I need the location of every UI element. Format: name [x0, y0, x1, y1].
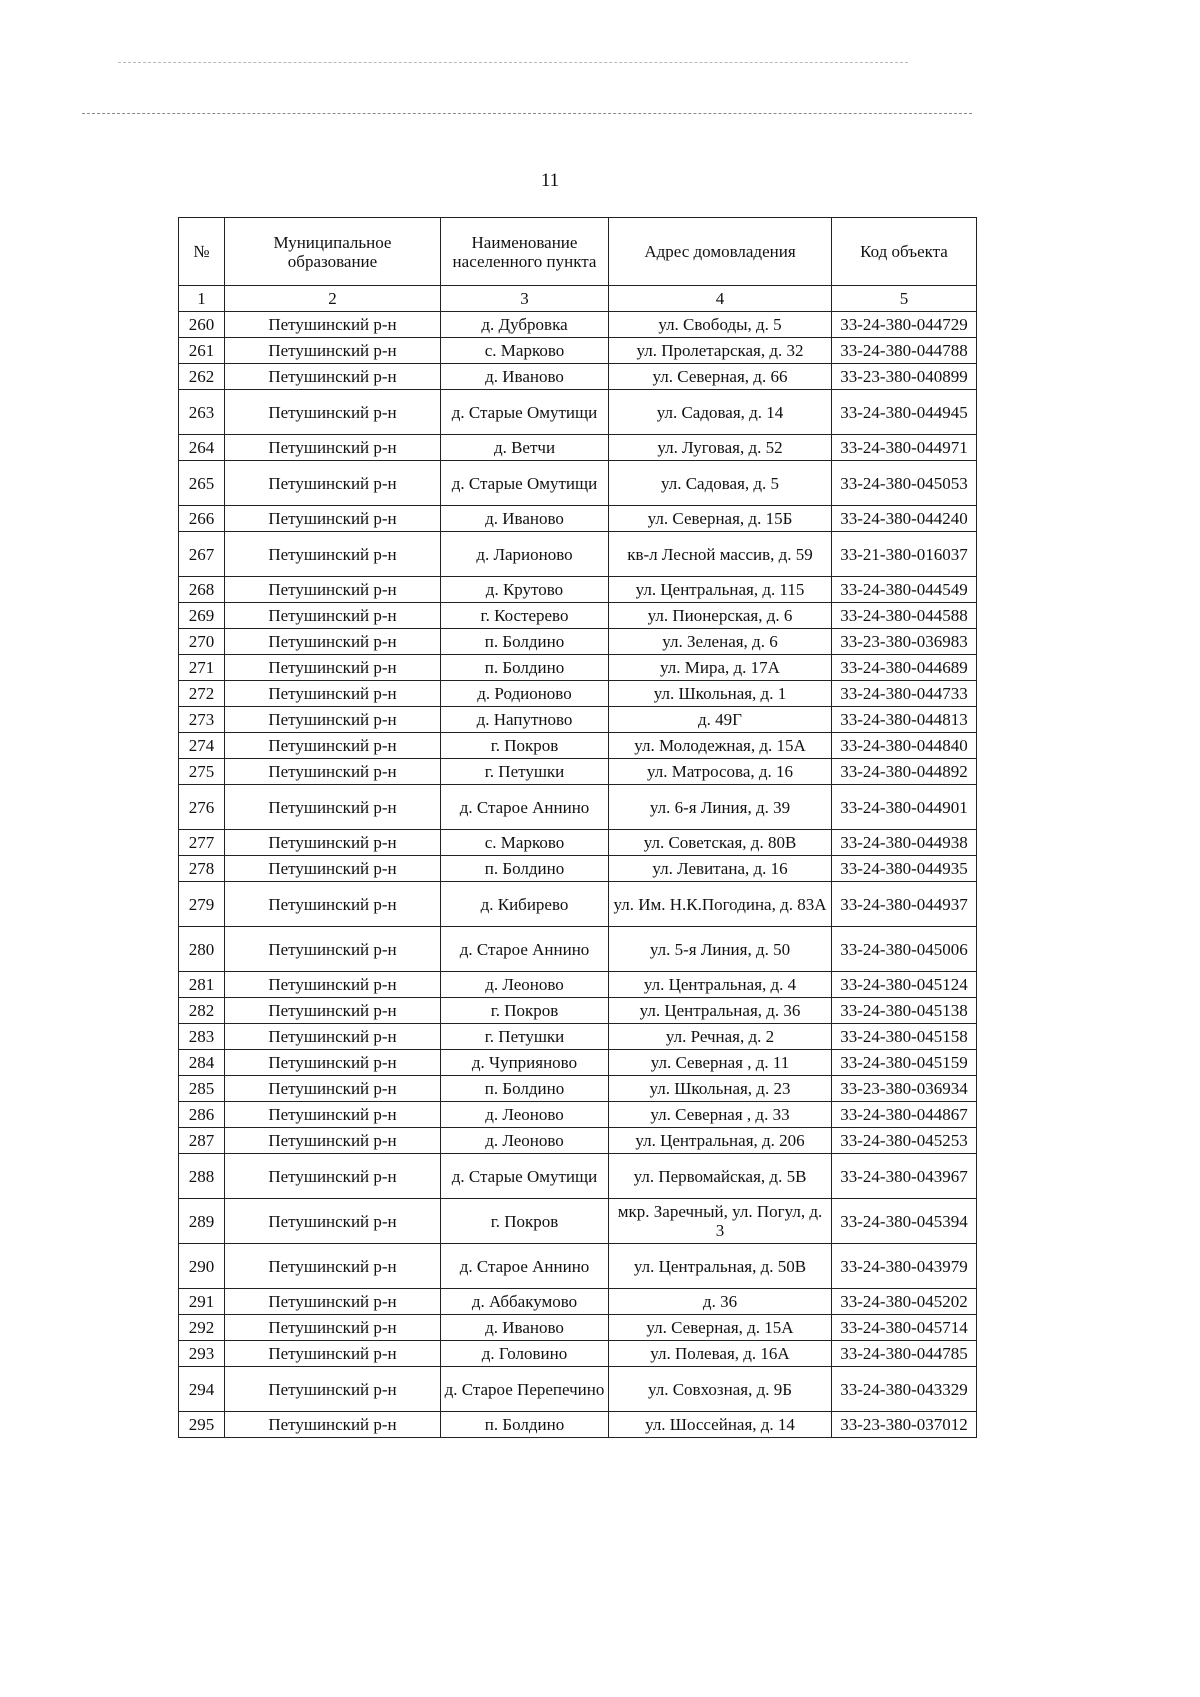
object-code-cell: 33-24-380-045053 — [832, 461, 977, 506]
object-code-cell: 33-23-380-036983 — [832, 629, 977, 655]
row-number-cell: 273 — [179, 707, 225, 733]
address-cell: кв-л Лесной массив, д. 59 — [609, 532, 832, 577]
municipality-cell: Петушинский р-н — [225, 733, 441, 759]
address-cell: ул. Северная , д. 33 — [609, 1102, 832, 1128]
object-code-cell: 33-24-380-043979 — [832, 1244, 977, 1289]
row-number-cell: 289 — [179, 1199, 225, 1244]
settlement-cell: д. Иваново — [441, 506, 609, 532]
row-number-cell: 281 — [179, 972, 225, 998]
settlement-cell: д. Старое Аннино — [441, 927, 609, 972]
table-row — [179, 603, 977, 629]
address-cell: ул. Шоссейная, д. 14 — [609, 1412, 832, 1438]
address-cell: ул. Центральная, д. 115 — [609, 577, 832, 603]
object-code-cell: 33-23-380-037012 — [832, 1412, 977, 1438]
address-cell: ул. Школьная, д. 23 — [609, 1076, 832, 1102]
row-number-cell: 285 — [179, 1076, 225, 1102]
municipality-cell: Петушинский р-н — [225, 312, 441, 338]
table-row — [179, 830, 977, 856]
scan-artifact-line — [118, 62, 908, 63]
address-cell: ул. Зеленая, д. 6 — [609, 629, 832, 655]
settlement-cell: д. Ветчи — [441, 435, 609, 461]
table-row — [179, 707, 977, 733]
municipality-cell: Петушинский р-н — [225, 1341, 441, 1367]
table-row — [179, 681, 977, 707]
municipality-cell: Петушинский р-н — [225, 390, 441, 435]
table-row — [179, 1412, 977, 1438]
municipality-cell: Петушинский р-н — [225, 1024, 441, 1050]
object-code-cell: 33-23-380-036934 — [832, 1076, 977, 1102]
column-number: 4 — [609, 286, 832, 312]
row-number-cell: 282 — [179, 998, 225, 1024]
table-row — [179, 733, 977, 759]
settlement-cell: д. Старое Аннино — [441, 1244, 609, 1289]
settlement-cell: д. Леоново — [441, 1128, 609, 1154]
address-cell: ул. Северная, д. 15Б — [609, 506, 832, 532]
column-number: 3 — [441, 286, 609, 312]
municipality-cell: Петушинский р-н — [225, 707, 441, 733]
address-cell: ул. Молодежная, д. 15А — [609, 733, 832, 759]
table-row — [179, 338, 977, 364]
municipality-cell: Петушинский р-н — [225, 882, 441, 927]
table-row — [179, 1367, 977, 1412]
object-code-cell: 33-24-380-044901 — [832, 785, 977, 830]
settlement-cell: д. Напутново — [441, 707, 609, 733]
address-cell: д. 49Г — [609, 707, 832, 733]
table-row — [179, 577, 977, 603]
object-code-cell: 33-24-380-045138 — [832, 998, 977, 1024]
object-code-cell: 33-24-380-044938 — [832, 830, 977, 856]
object-code-cell: 33-24-380-045159 — [832, 1050, 977, 1076]
row-number-cell: 265 — [179, 461, 225, 506]
table-row — [179, 1076, 977, 1102]
row-number-cell: 275 — [179, 759, 225, 785]
address-cell: ул. Свободы, д. 5 — [609, 312, 832, 338]
table-row — [179, 1315, 977, 1341]
table-row — [179, 506, 977, 532]
municipality-cell: Петушинский р-н — [225, 1102, 441, 1128]
row-number-cell: 278 — [179, 856, 225, 882]
table-row — [179, 312, 977, 338]
municipality-cell: Петушинский р-н — [225, 364, 441, 390]
object-code-cell: 33-24-380-044785 — [832, 1341, 977, 1367]
settlement-cell: с. Марково — [441, 830, 609, 856]
object-code-cell: 33-24-380-044867 — [832, 1102, 977, 1128]
settlement-cell: п. Болдино — [441, 629, 609, 655]
table-row — [179, 1199, 977, 1244]
object-code-cell: 33-24-380-044937 — [832, 882, 977, 927]
table-row — [179, 364, 977, 390]
address-cell: ул. Им. Н.К.Погодина, д. 83А — [609, 882, 832, 927]
table-row — [179, 927, 977, 972]
object-code-cell: 33-24-380-044729 — [832, 312, 977, 338]
address-cell: ул. Луговая, д. 52 — [609, 435, 832, 461]
municipality-cell: Петушинский р-н — [225, 1050, 441, 1076]
row-number-cell: 274 — [179, 733, 225, 759]
object-code-cell: 33-24-380-045124 — [832, 972, 977, 998]
municipality-cell: Петушинский р-н — [225, 1076, 441, 1102]
municipality-cell: Петушинский р-н — [225, 1244, 441, 1289]
table-row — [179, 1050, 977, 1076]
municipality-cell: Петушинский р-н — [225, 1199, 441, 1244]
table-row — [179, 972, 977, 998]
row-number-cell: 292 — [179, 1315, 225, 1341]
settlement-cell: д. Крутово — [441, 577, 609, 603]
settlement-cell: д. Родионово — [441, 681, 609, 707]
object-code-cell: 33-24-380-044813 — [832, 707, 977, 733]
municipality-cell: Петушинский р-н — [225, 629, 441, 655]
row-number-cell: 270 — [179, 629, 225, 655]
municipality-cell: Петушинский р-н — [225, 1315, 441, 1341]
table-row — [179, 1102, 977, 1128]
table-row — [179, 655, 977, 681]
address-cell: ул. Северная, д. 66 — [609, 364, 832, 390]
row-number-cell: 267 — [179, 532, 225, 577]
municipality-cell: Петушинский р-н — [225, 655, 441, 681]
table-row — [179, 629, 977, 655]
settlement-cell: п. Болдино — [441, 1076, 609, 1102]
table-row — [179, 435, 977, 461]
table-row — [179, 1128, 977, 1154]
row-number-cell: 284 — [179, 1050, 225, 1076]
municipality-cell: Петушинский р-н — [225, 603, 441, 629]
settlement-cell: д. Кибирево — [441, 882, 609, 927]
address-cell: ул. 6-я Линия, д. 39 — [609, 785, 832, 830]
table-row — [179, 532, 977, 577]
municipality-cell: Петушинский р-н — [225, 830, 441, 856]
table-row — [179, 390, 977, 435]
municipality-cell: Петушинский р-н — [225, 1367, 441, 1412]
address-cell: ул. Пролетарская, д. 32 — [609, 338, 832, 364]
row-number-cell: 283 — [179, 1024, 225, 1050]
table-row — [179, 785, 977, 830]
municipality-cell: Петушинский р-н — [225, 461, 441, 506]
object-code-cell: 33-24-380-044935 — [832, 856, 977, 882]
table-row — [179, 1289, 977, 1315]
row-number-cell: 271 — [179, 655, 225, 681]
municipality-cell: Петушинский р-н — [225, 785, 441, 830]
row-number-cell: 295 — [179, 1412, 225, 1438]
row-number-cell: 286 — [179, 1102, 225, 1128]
settlement-cell: с. Марково — [441, 338, 609, 364]
municipality-cell: Петушинский р-н — [225, 1154, 441, 1199]
column-number: 5 — [832, 286, 977, 312]
settlement-cell: п. Болдино — [441, 655, 609, 681]
address-cell: ул. Советская, д. 80В — [609, 830, 832, 856]
row-number-cell: 260 — [179, 312, 225, 338]
row-number-cell: 261 — [179, 338, 225, 364]
row-number-cell: 269 — [179, 603, 225, 629]
address-cell: ул. Полевая, д. 16А — [609, 1341, 832, 1367]
object-code-cell: 33-23-380-040899 — [832, 364, 977, 390]
row-number-cell: 272 — [179, 681, 225, 707]
municipality-cell: Петушинский р-н — [225, 577, 441, 603]
table-row — [179, 1024, 977, 1050]
municipality-cell: Петушинский р-н — [225, 506, 441, 532]
row-number-cell: 291 — [179, 1289, 225, 1315]
row-number-cell: 262 — [179, 364, 225, 390]
settlement-cell: д. Дубровка — [441, 312, 609, 338]
settlement-cell: г. Покров — [441, 1199, 609, 1244]
row-number-cell: 266 — [179, 506, 225, 532]
municipality-cell: Петушинский р-н — [225, 532, 441, 577]
object-code-cell: 33-24-380-044733 — [832, 681, 977, 707]
settlement-cell: г. Петушки — [441, 759, 609, 785]
object-code-cell: 33-24-380-044971 — [832, 435, 977, 461]
object-code-cell: 33-24-380-044549 — [832, 577, 977, 603]
column-number: 2 — [225, 286, 441, 312]
municipality-cell: Петушинский р-н — [225, 972, 441, 998]
municipality-cell: Петушинский р-н — [225, 681, 441, 707]
municipality-cell: Петушинский р-н — [225, 927, 441, 972]
header-address: Адрес домовладения — [609, 218, 832, 286]
object-code-cell: 33-24-380-045253 — [832, 1128, 977, 1154]
object-code-cell: 33-24-380-045006 — [832, 927, 977, 972]
object-code-cell: 33-24-380-044240 — [832, 506, 977, 532]
settlement-cell: д. Чуприяново — [441, 1050, 609, 1076]
address-cell: ул. Центральная, д. 4 — [609, 972, 832, 998]
municipality-cell: Петушинский р-н — [225, 435, 441, 461]
table-row — [179, 461, 977, 506]
header-settlement: Наименование населенного пункта — [441, 218, 609, 286]
address-cell: ул. Мира, д. 17А — [609, 655, 832, 681]
settlement-cell: д. Иваново — [441, 364, 609, 390]
address-cell: ул. Северная , д. 11 — [609, 1050, 832, 1076]
object-code-cell: 33-24-380-044840 — [832, 733, 977, 759]
row-number-cell: 268 — [179, 577, 225, 603]
settlement-cell: г. Костерево — [441, 603, 609, 629]
settlement-cell: г. Покров — [441, 733, 609, 759]
municipality-cell: Петушинский р-н — [225, 998, 441, 1024]
settlement-cell: д. Леоново — [441, 972, 609, 998]
row-number-cell: 276 — [179, 785, 225, 830]
settlement-cell: д. Леоново — [441, 1102, 609, 1128]
object-code-cell: 33-24-380-044689 — [832, 655, 977, 681]
address-cell: ул. Центральная, д. 206 — [609, 1128, 832, 1154]
address-cell: ул. Центральная, д. 36 — [609, 998, 832, 1024]
table-row — [179, 1341, 977, 1367]
settlement-cell: д. Головино — [441, 1341, 609, 1367]
address-cell: ул. Школьная, д. 1 — [609, 681, 832, 707]
scan-artifact-line — [82, 113, 972, 114]
table-row — [179, 998, 977, 1024]
table-header-row — [179, 218, 977, 286]
column-numbers-row — [179, 286, 977, 312]
table-row — [179, 1154, 977, 1199]
settlement-cell: д. Старые Омутищи — [441, 1154, 609, 1199]
settlement-cell: д. Старое Перепечино — [441, 1367, 609, 1412]
object-code-cell: 33-24-380-045394 — [832, 1199, 977, 1244]
address-cell: ул. Левитана, д. 16 — [609, 856, 832, 882]
table-row — [179, 856, 977, 882]
address-cell: ул. Пионерская, д. 6 — [609, 603, 832, 629]
object-code-cell: 33-21-380-016037 — [832, 532, 977, 577]
row-number-cell: 280 — [179, 927, 225, 972]
row-number-cell: 263 — [179, 390, 225, 435]
settlement-cell: п. Болдино — [441, 856, 609, 882]
municipality-cell: Петушинский р-н — [225, 1412, 441, 1438]
object-code-cell: 33-24-380-043329 — [832, 1367, 977, 1412]
row-number-cell: 287 — [179, 1128, 225, 1154]
row-number-cell: 294 — [179, 1367, 225, 1412]
settlement-cell: д. Старые Омутищи — [441, 461, 609, 506]
table-row — [179, 1244, 977, 1289]
object-code-cell: 33-24-380-045202 — [832, 1289, 977, 1315]
settlement-cell: д. Иваново — [441, 1315, 609, 1341]
object-code-cell: 33-24-380-044588 — [832, 603, 977, 629]
object-code-cell: 33-24-380-045158 — [832, 1024, 977, 1050]
municipality-cell: Петушинский р-н — [225, 338, 441, 364]
settlement-cell: г. Петушки — [441, 1024, 609, 1050]
table-row — [179, 882, 977, 927]
object-code-cell: 33-24-380-043967 — [832, 1154, 977, 1199]
table-row — [179, 759, 977, 785]
address-cell: ул. Матросова, д. 16 — [609, 759, 832, 785]
municipality-cell: Петушинский р-н — [225, 856, 441, 882]
address-cell: ул. Первомайская, д. 5В — [609, 1154, 832, 1199]
municipality-cell: Петушинский р-н — [225, 1289, 441, 1315]
row-number-cell: 288 — [179, 1154, 225, 1199]
address-cell: ул. Садовая, д. 14 — [609, 390, 832, 435]
header-code: Код объекта — [832, 218, 977, 286]
row-number-cell: 277 — [179, 830, 225, 856]
page-number: 11 — [540, 170, 560, 191]
settlement-cell: д. Аббакумово — [441, 1289, 609, 1315]
address-cell: д. 36 — [609, 1289, 832, 1315]
header-number: № — [179, 218, 225, 286]
object-code-cell: 33-24-380-044945 — [832, 390, 977, 435]
row-number-cell: 290 — [179, 1244, 225, 1289]
row-number-cell: 264 — [179, 435, 225, 461]
column-number: 1 — [179, 286, 225, 312]
object-code-cell: 33-24-380-045714 — [832, 1315, 977, 1341]
address-cell: ул. Садовая, д. 5 — [609, 461, 832, 506]
settlement-cell: п. Болдино — [441, 1412, 609, 1438]
address-cell: мкр. Заречный, ул. Погул, д. 3 — [609, 1199, 832, 1244]
object-code-cell: 33-24-380-044892 — [832, 759, 977, 785]
settlement-cell: д. Ларионово — [441, 532, 609, 577]
table-body — [179, 312, 977, 1438]
address-cell: ул. Речная, д. 2 — [609, 1024, 832, 1050]
address-cell: ул. Совхозная, д. 9Б — [609, 1367, 832, 1412]
address-cell: ул. 5-я Линия, д. 50 — [609, 927, 832, 972]
municipality-cell: Петушинский р-н — [225, 1128, 441, 1154]
row-number-cell: 293 — [179, 1341, 225, 1367]
row-number-cell: 279 — [179, 882, 225, 927]
municipality-cell: Петушинский р-н — [225, 759, 441, 785]
settlement-cell: д. Старые Омутищи — [441, 390, 609, 435]
header-municipality: Муниципальное образование — [225, 218, 441, 286]
settlement-cell: д. Старое Аннино — [441, 785, 609, 830]
address-cell: ул. Северная, д. 15А — [609, 1315, 832, 1341]
households-table — [178, 217, 977, 1438]
object-code-cell: 33-24-380-044788 — [832, 338, 977, 364]
address-cell: ул. Центральная, д. 50В — [609, 1244, 832, 1289]
settlement-cell: г. Покров — [441, 998, 609, 1024]
